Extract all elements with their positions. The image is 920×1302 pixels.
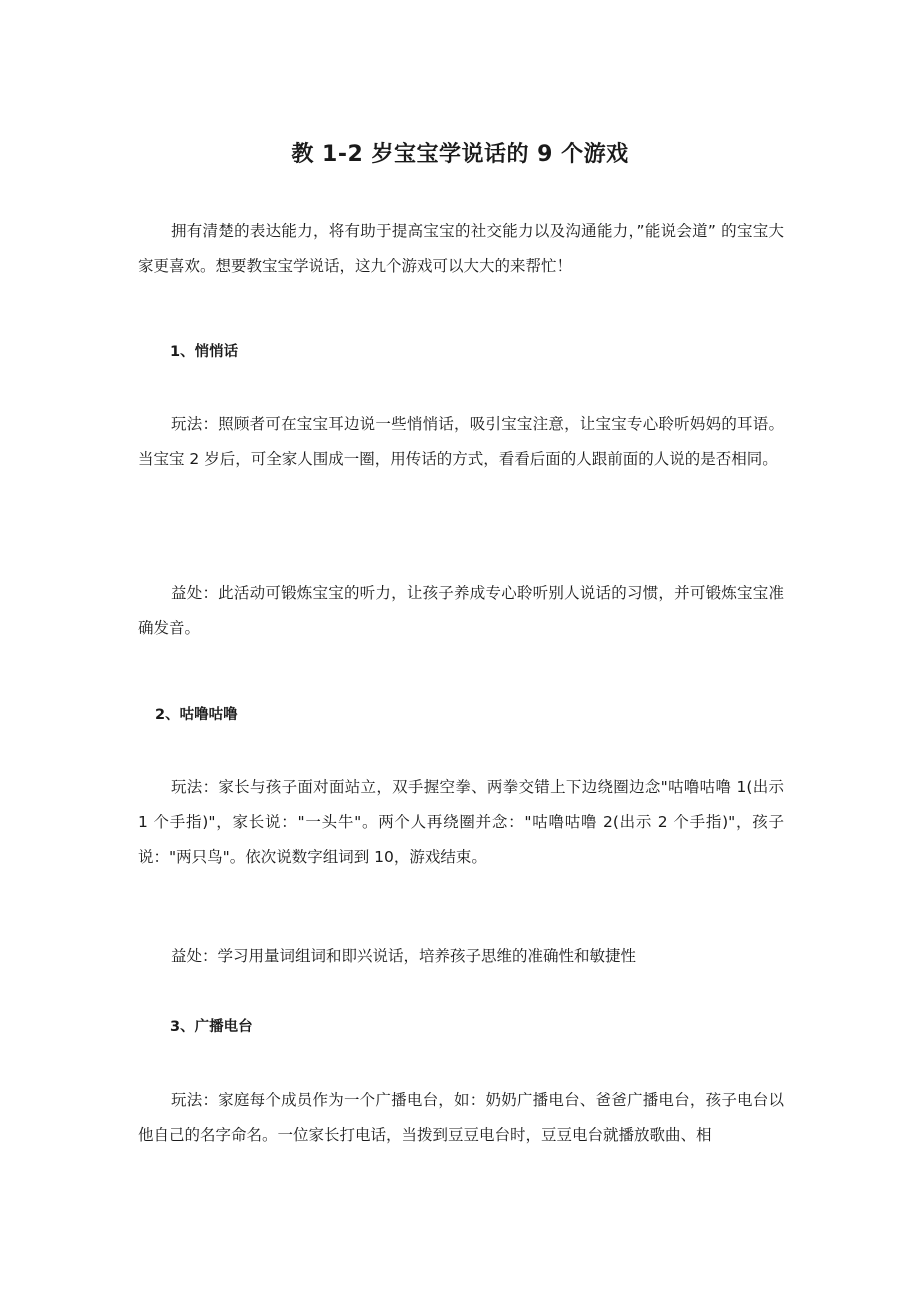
game-2-heading: 2、咕噜咕噜 [155, 707, 238, 723]
intro-paragraph: 拥有清楚的表达能力，将有助于提高宝宝的社交能力以及沟通能力，”能说会道” 的宝宝大家更喜欢。想要教宝宝学说话，这九个游戏可以大大的来帮忙！ [138, 222, 784, 275]
game-2-benefit-paragraph: 益处：学习用量词组词和即兴说话，培养孩子思维的准确性和敏捷性 [171, 947, 637, 965]
game-2-play-paragraph: 玩法：家长与孩子面对面站立，双手握空拳、两拳交错上下边绕圈边念"咕噜咕噜 1(出示 1 个手指)"，家长说："一头牛"。两个人再绕圈并念："咕噜咕噜 2(出示 2 个手指)"，孩子说："两只鸟"。依次说数字组词到 10，游戏结束。 [138, 778, 784, 866]
game-1-benefit-paragraph: 益处：此活动可锻炼宝宝的听力，让孩子养成专心聆听别人说话的习惯，并可锻炼宝宝准确发音。 [138, 584, 784, 637]
game-1-heading: 1、悄悄话 [170, 344, 239, 360]
game-3-play-paragraph: 玩法：家庭每个成员作为一个广播电台，如：奶奶广播电台、爸爸广播电台，孩子电台以他自己的名字命名。一位家长打电话，当拨到豆豆电台时，豆豆电台就播放歌曲、相 [138, 1091, 784, 1144]
game-3-heading: 3、广播电台 [170, 1019, 253, 1035]
document-title: 教 1-2 岁宝宝学说话的 9 个游戏 [291, 142, 629, 167]
game-1-play-paragraph: 玩法：照顾者可在宝宝耳边说一些悄悄话，吸引宝宝注意，让宝宝专心聆听妈妈的耳语。当宝宝 2 岁后，可全家人围成一圈，用传话的方式，看看后面的人跟前面的人说的是否相同。 [138, 415, 784, 468]
